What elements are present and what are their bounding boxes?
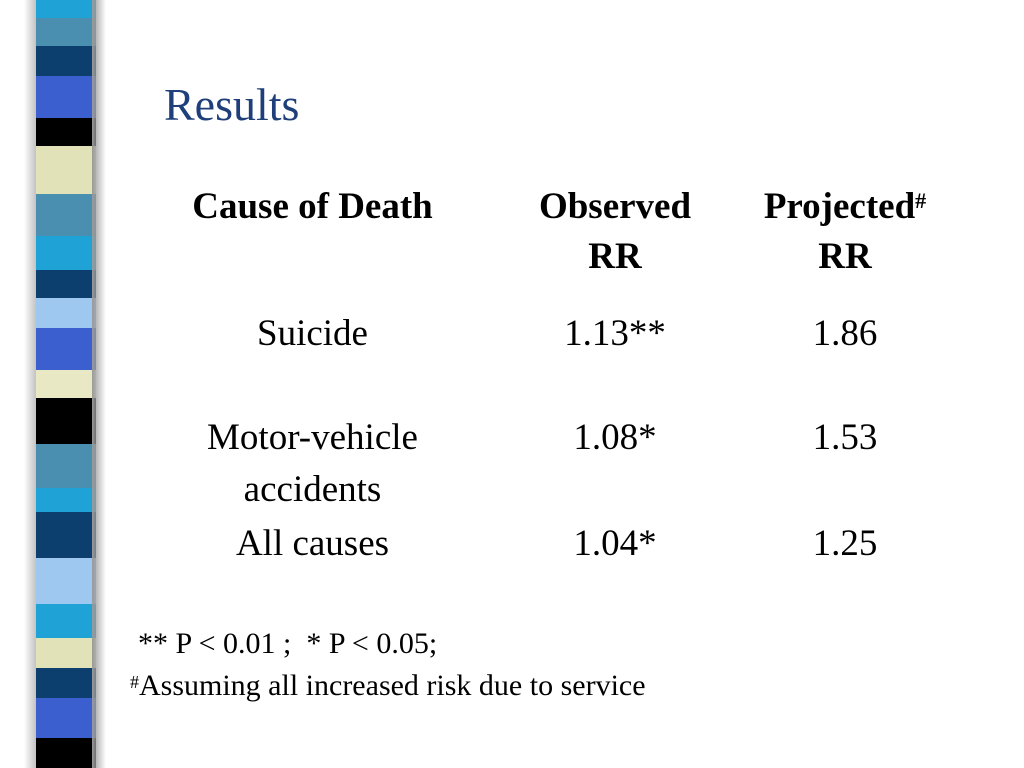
stripe [36, 328, 96, 370]
header-projected-line2: RR [818, 236, 872, 277]
stripe [36, 118, 96, 146]
stripe [36, 668, 96, 698]
stripe [36, 604, 96, 638]
stripe [36, 738, 96, 768]
row-motor-vehicle-cause [150, 412, 475, 516]
slide-title: Results [164, 79, 300, 130]
footnote-significance: ** P < 0.01 ; * P < 0.05; [138, 627, 438, 660]
header-cause-of-death [150, 182, 475, 232]
row-all-causes-cause: All causes [235, 523, 390, 564]
footnote-assumption-mark: # [130, 672, 139, 692]
stripe [36, 236, 96, 270]
stripe [36, 698, 96, 738]
stripe [36, 194, 96, 236]
header-observed-line1: Observed [538, 186, 692, 227]
row-all-causes-observed: 1.04* [573, 523, 657, 564]
stripe-right-shadow [92, 0, 106, 768]
row-suicide-projected: 1.86 [812, 313, 878, 354]
stripe [36, 558, 96, 604]
row-all-causes-projected: 1.25 [812, 523, 878, 564]
row-motor-vehicle-projected: 1.53 [812, 417, 878, 458]
stripe [36, 398, 96, 444]
stripe [36, 46, 96, 76]
footnote-assumption-text: Assuming all increased risk due to service [139, 669, 646, 702]
stripe [36, 76, 96, 118]
row-motor-vehicle-cause-line2: accidents [243, 469, 382, 510]
stripe [36, 146, 96, 194]
row-suicide-cause: Suicide [257, 313, 368, 354]
stripe [36, 0, 96, 18]
stripe [36, 18, 96, 46]
row-motor-vehicle-observed: 1.08* [573, 417, 657, 458]
stripe [36, 270, 96, 298]
header-projected-label: Projected [763, 186, 916, 227]
decorative-stripe-bar [36, 0, 96, 768]
header-cause-label: Cause of Death [192, 186, 433, 227]
stripe [36, 638, 96, 668]
footnote-assumption [130, 668, 646, 704]
stripe [36, 370, 96, 398]
stripe [36, 512, 96, 558]
stripe [36, 444, 96, 488]
row-suicide-observed: 1.13** [564, 313, 666, 354]
header-projected-footnote-mark: # [915, 188, 927, 213]
header-observed-rr [505, 182, 725, 282]
header-observed-line2: RR [588, 236, 642, 277]
header-projected-rr [725, 182, 965, 282]
row-motor-vehicle-cause-line1: Motor-vehicle [207, 417, 418, 458]
header-projected-line1 [725, 182, 965, 232]
stripe [36, 488, 96, 512]
stripe [36, 298, 96, 328]
